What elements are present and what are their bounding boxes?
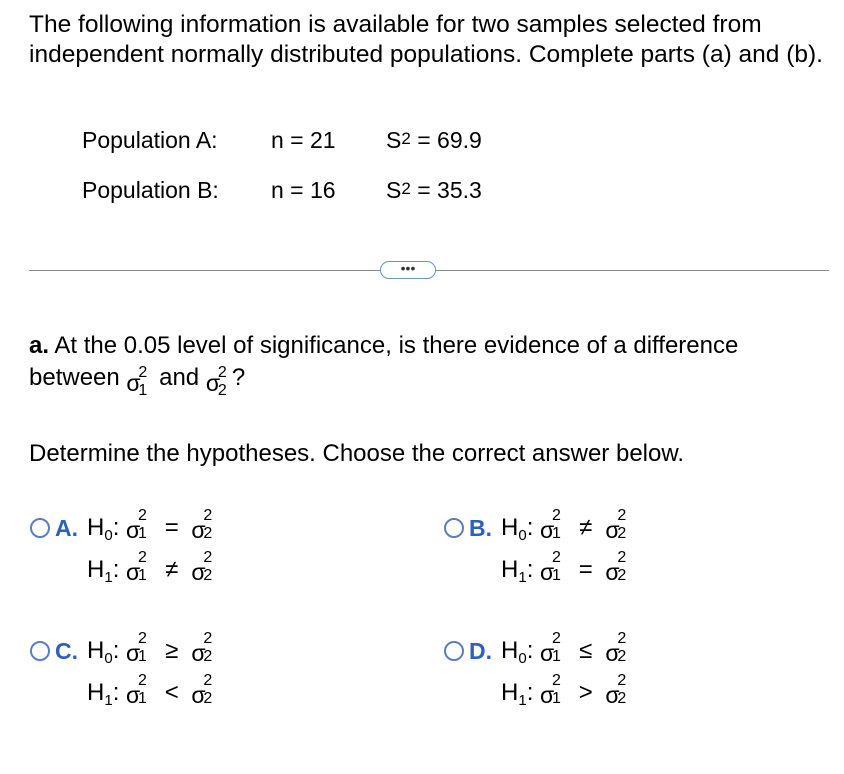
expand-more-button[interactable]: ••• <box>380 261 436 279</box>
question-and: and <box>159 364 200 391</box>
population-a-label: Population A: <box>82 127 218 153</box>
option-letter: A. <box>55 515 78 541</box>
question-end: ? <box>231 364 246 391</box>
population-b-s-exp: 2 <box>401 179 411 198</box>
option-letter: D. <box>469 638 492 664</box>
h1-relation: < <box>164 679 179 706</box>
h1-relation: = <box>578 556 593 583</box>
problem-intro: The following information is available for two samples selected from independent normally distributed populations. Complete parts (a) and (b). <box>29 11 823 68</box>
alternative-hypothesis: $H_1$: σ 2 1 ≠ σ 2 2 <box>87 549 213 586</box>
h0-relation: ≤ <box>579 637 593 664</box>
option-letter: C. <box>55 638 78 664</box>
question-text: At the 0.05 level of significance, is there evidence of a difference between <box>29 332 739 391</box>
option-letter: B. <box>469 515 492 541</box>
null-hypothesis: $H_0$: σ 2 1 ≠ σ 2 2 <box>501 507 627 544</box>
part-label: a. <box>29 332 50 359</box>
h1-relation: ≠ <box>165 556 179 583</box>
null-hypothesis: $H_0$: σ 2 1 ≤ σ 2 2 <box>501 630 627 667</box>
alternative-hypothesis: $H_1$: σ 2 1 > σ 2 2 <box>501 672 627 709</box>
population-b-s-symbol: S <box>386 177 402 203</box>
h0-relation: = <box>164 514 179 541</box>
alternative-hypothesis: $H_1$: σ 2 1 = σ 2 2 <box>501 549 627 586</box>
h0-relation: ≠ <box>579 514 593 541</box>
null-hypothesis: $H_0$: σ 2 1 ≥ σ 2 2 <box>87 630 213 667</box>
radio-button-b[interactable] <box>444 518 464 538</box>
population-a-s-exp: 2 <box>401 129 411 148</box>
alternative-hypothesis: $H_1$: σ 2 1 < σ 2 2 <box>87 672 213 709</box>
population-a-s-value: = 69.9 <box>417 127 482 153</box>
radio-button-c[interactable] <box>30 641 50 661</box>
sigma-2-squared: σ 2 2 <box>205 364 227 399</box>
radio-button-a[interactable] <box>30 518 50 538</box>
population-a-s-symbol: S <box>386 127 402 153</box>
population-b-variance <box>386 177 482 204</box>
h1-relation: > <box>578 679 593 706</box>
null-hypothesis: $H_0$: σ 2 1 = σ 2 2 <box>87 507 213 544</box>
h0-relation: ≥ <box>165 637 179 664</box>
population-a-n: n = 21 <box>271 127 336 153</box>
instruction-text: Determine the hypotheses. Choose the correct answer below. <box>29 440 685 467</box>
sigma-1-squared: σ 2 1 <box>126 364 148 399</box>
radio-button-d[interactable] <box>444 641 464 661</box>
question-part-a <box>29 330 829 399</box>
population-b-s-value: = 35.3 <box>417 177 482 203</box>
population-b-n: n = 16 <box>271 177 336 203</box>
population-b-label: Population B: <box>82 177 219 203</box>
population-a-variance <box>386 127 482 154</box>
